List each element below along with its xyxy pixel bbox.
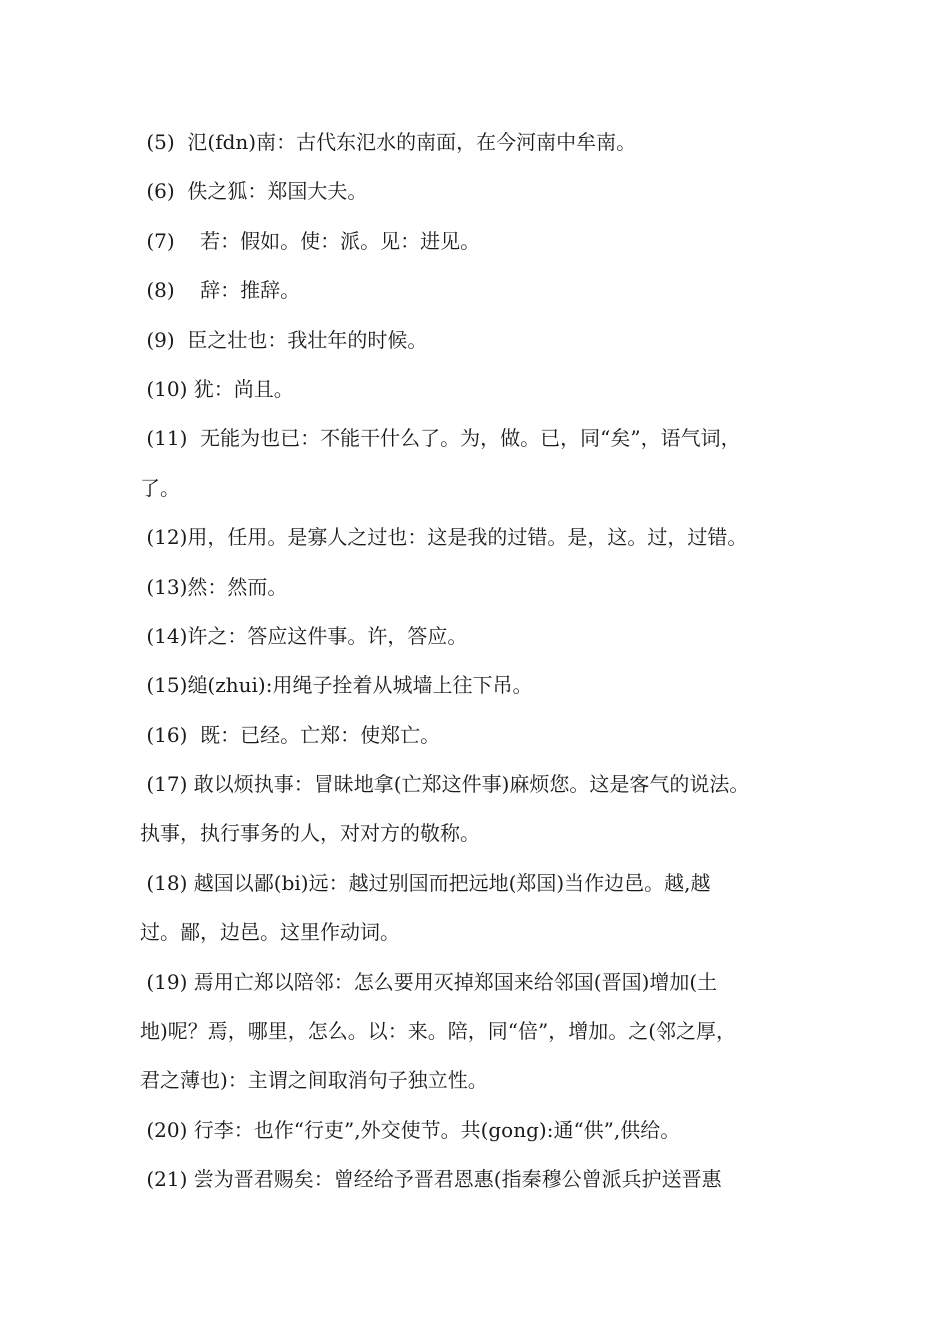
note-line: (14)许之：答应这件事。许，答应。 bbox=[140, 623, 468, 648]
note-line: 执事，执行事务的人，对对方的敬称。 bbox=[140, 821, 480, 846]
note-line: (17) 敢以烦执事：冒昧地拿(亡郑这件事)麻烦您。这是客气的说法。 bbox=[140, 772, 750, 797]
annotation-notes bbox=[140, 118, 840, 1205]
note-line: (10) 犹：尚且。 bbox=[140, 376, 294, 401]
note-line: (20) 行李：也作“行吏”,外交使节。共(gong):通“供”,供给。 bbox=[140, 1117, 681, 1142]
note-line: (15)缒(zhui):用绳子拴着从城墙上往下吊。 bbox=[140, 673, 533, 698]
note-line: (13)然：然而。 bbox=[140, 574, 288, 599]
note-line: (6) 佚之狐：郑国大夫。 bbox=[140, 179, 368, 204]
note-line: (11) 无能为也已：不能干什么了。为，做。已，同“矣”，语气词， bbox=[140, 426, 741, 451]
note-line: 地)呢？焉，哪里，怎么。以：来。陪，同“倍”，增加。之(邻之厚， bbox=[140, 1019, 737, 1044]
note-line: (9) 臣之壮也：我壮年的时候。 bbox=[140, 327, 428, 352]
note-line: (19) 焉用亡郑以陪邻：怎么要用灭掉郑国来给邻国(晋国)增加(土 bbox=[140, 969, 718, 994]
note-line: (21) 尝为晋君赐矣：曾经给予晋君恩惠(指秦穆公曾派兵护送晋惠 bbox=[140, 1167, 722, 1192]
note-line: 君之薄也)：主谓之间取消句子独立性。 bbox=[140, 1068, 488, 1093]
note-line: (5) 氾(fdn)南：古代东氾水的南面，在今河南中牟南。 bbox=[140, 130, 637, 154]
note-line: (8) 辞：推辞。 bbox=[140, 278, 301, 303]
note-line: 过。鄙，边邑。这里作动词。 bbox=[140, 920, 400, 945]
note-line: 了。 bbox=[140, 475, 180, 500]
note-line: (7) 若：假如。使：派。见：进见。 bbox=[140, 228, 481, 253]
note-line: (18) 越国以鄙(bi)远：越过别国而把远地(郑国)当作边邑。越,越 bbox=[140, 870, 711, 895]
note-line: (16) 既：已经。亡郑：使郑亡。 bbox=[140, 722, 441, 747]
note-line: (12)用，任用。是寡人之过也：这是我的过错。是，这。过，过错。 bbox=[140, 525, 748, 550]
